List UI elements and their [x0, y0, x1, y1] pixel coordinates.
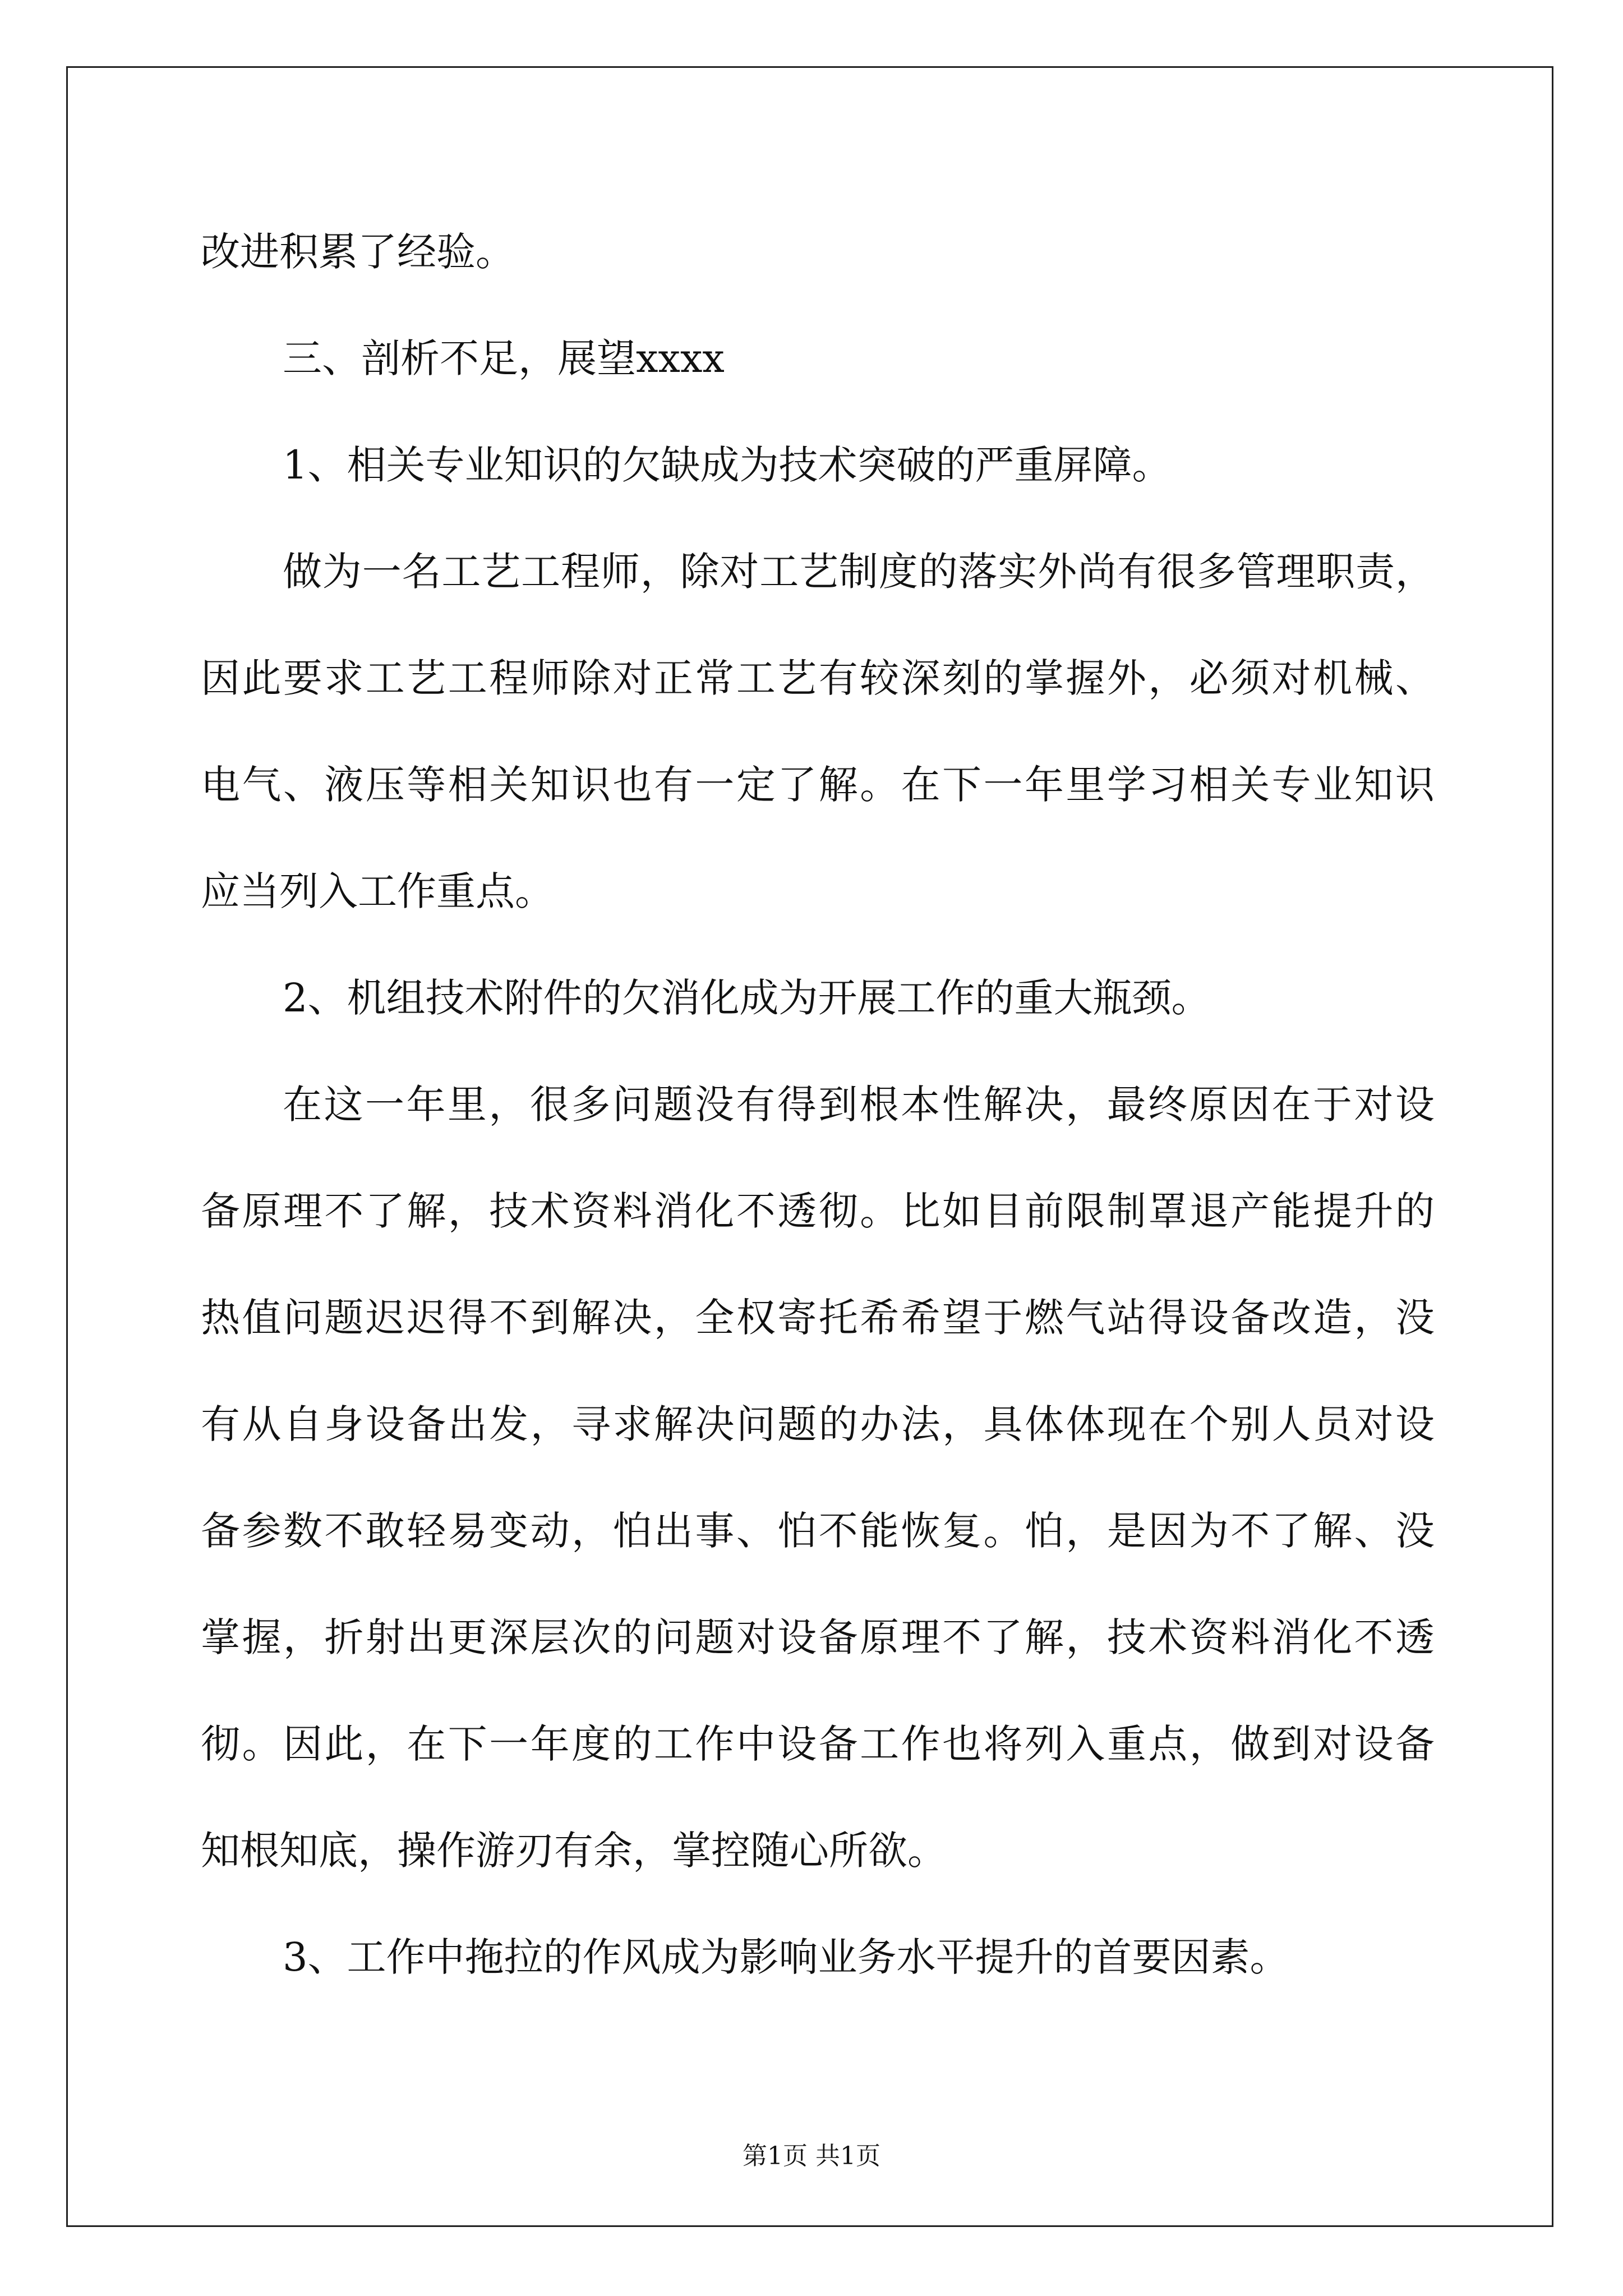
- paragraph-line: 有从自身设备出发，寻求解决问题的办法，具体体现在个别人员对设: [201, 1401, 1435, 1447]
- paragraph-line: 在这一年里，很多问题没有得到根本性解决，最终原因在于对设: [283, 1082, 1435, 1128]
- paragraph-line: 备参数不敢轻易变动，怕出事、怕不能恢复。怕，是因为不了解、没: [201, 1508, 1435, 1554]
- paragraph-line: 知根知底，操作游刃有余，掌控随心所欲。: [201, 1828, 947, 1874]
- paragraph-line: 因此要求工艺工程师除对正常工艺有较深刻的掌握外，必须对机械、: [201, 655, 1435, 701]
- paragraph-line: 改进积累了经验。: [201, 229, 515, 275]
- paragraph-line: 做为一名工艺工程师，除对工艺制度的落实外尚有很多管理职责，: [283, 549, 1435, 595]
- page-border: [66, 66, 1553, 2227]
- paragraph-line: 彻。因此，在下一年度的工作中设备工作也将列入重点，做到对设备: [201, 1721, 1435, 1767]
- paragraph-line: 电气、液压等相关知识也有一定了解。在下一年里学习相关专业知识: [201, 762, 1435, 808]
- page-footer: 第1页 共1页: [743, 2142, 880, 2170]
- paragraph-line: 应当列入工作重点。: [201, 868, 554, 914]
- paragraph-line: 掌握，折射出更深层次的问题对设备原理不了解，技术资料消化不透: [201, 1614, 1435, 1660]
- subheading-3: 3、工作中拖拉的作风成为影响业务水平提升的首要因素。: [283, 1934, 1289, 1980]
- subheading-2: 2、机组技术附件的欠消化成为开展工作的重大瓶颈。: [283, 975, 1211, 1021]
- subheading-1: 1、相关专业知识的欠缺成为技术突破的严重屏障。: [283, 442, 1172, 488]
- section-heading: 三、剖析不足，展望xxxx: [283, 335, 725, 381]
- paragraph-line: 备原理不了解，技术资料消化不透彻。比如目前限制罩退产能提升的: [201, 1188, 1435, 1234]
- paragraph-line: 热值问题迟迟得不到解决，全权寄托希希望于燃气站得设备改造，没: [201, 1295, 1435, 1341]
